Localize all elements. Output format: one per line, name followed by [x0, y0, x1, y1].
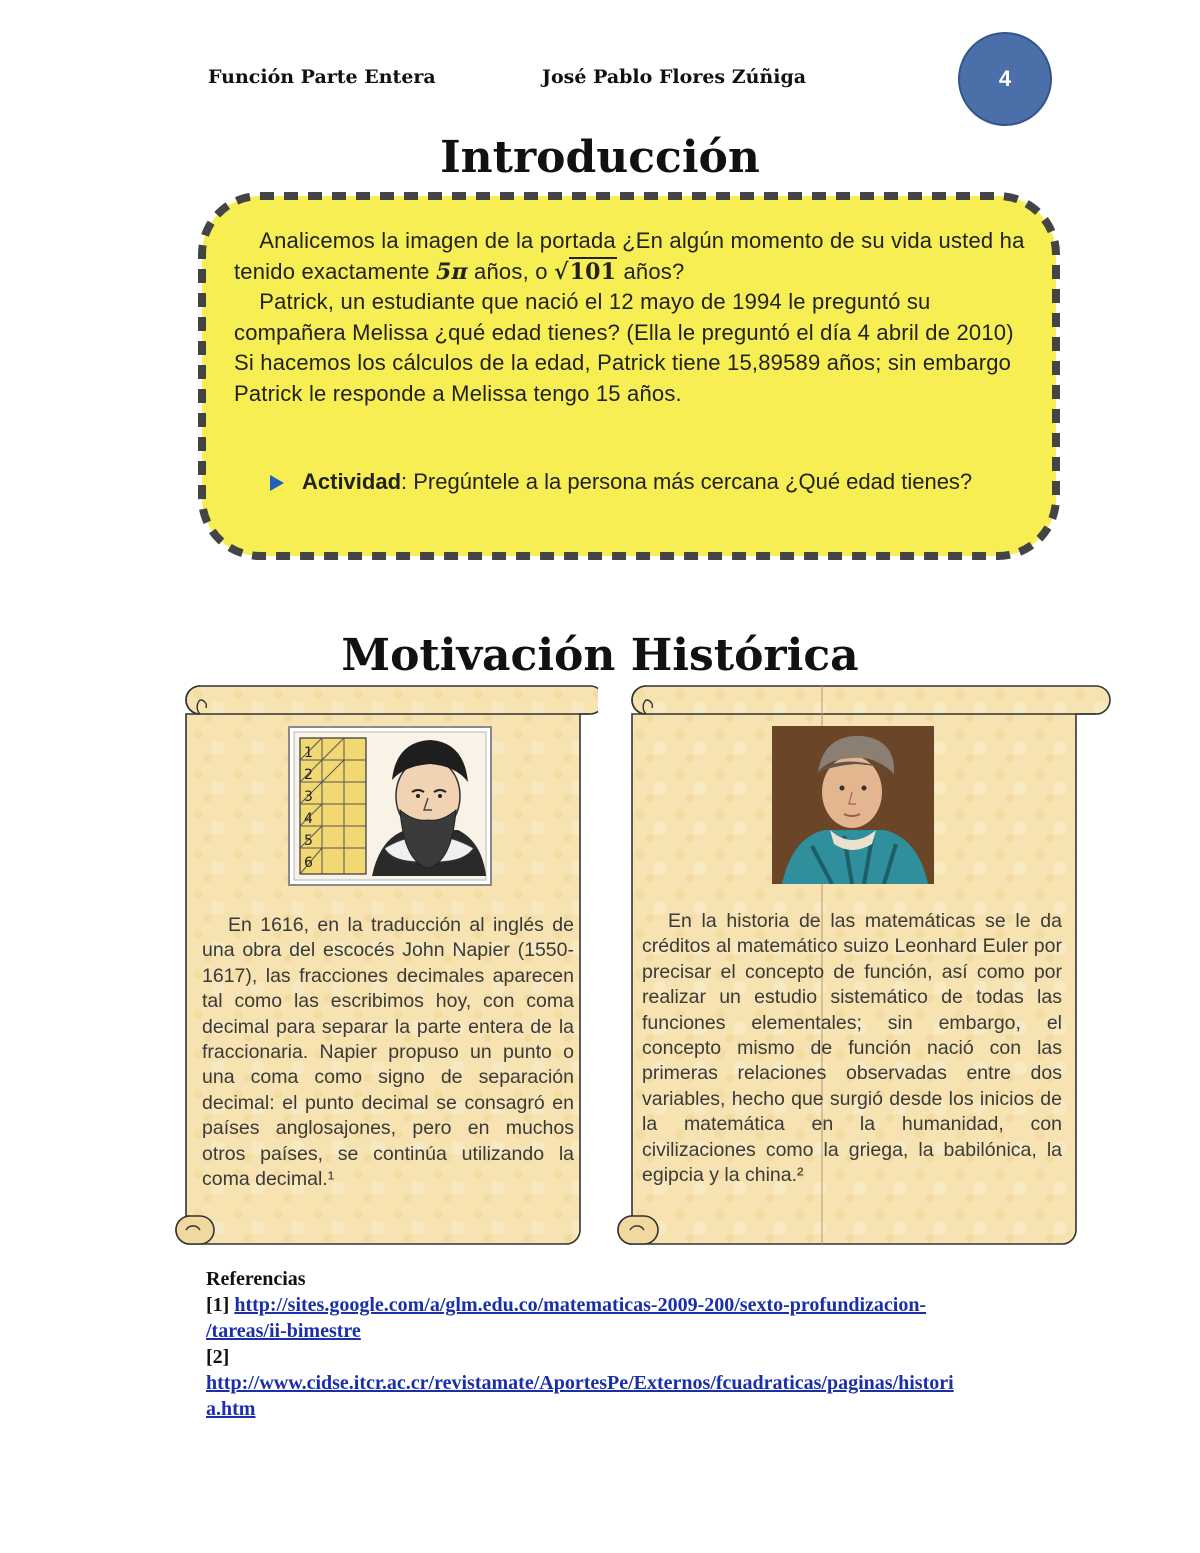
references-heading: Referencias: [206, 1268, 306, 1290]
reference-link-1[interactable]: [206, 1294, 926, 1342]
sqrt-value: 101: [569, 258, 617, 285]
page-number: 4: [998, 66, 1012, 91]
grid-digit: 5: [304, 833, 313, 849]
grid-digit: 2: [304, 767, 313, 783]
reference-item-2: [206, 1344, 1006, 1422]
triangle-bullet-icon: [270, 475, 284, 491]
reference-link-1-line2[interactable]: /tareas/ii-bimestre: [206, 1320, 361, 1342]
reference-item-1: [206, 1292, 1006, 1344]
reference-label-1: [1]: [206, 1294, 230, 1316]
math-5pi: 5π: [435, 258, 468, 285]
intro-p1-part-b: años, o: [467, 258, 554, 284]
intro-p1-part-a: Analicemos la imagen de la portada ¿En algún momento de su vida usted ha tenido exactamente: [234, 228, 1025, 284]
activity-item: [272, 467, 1032, 497]
euler-text-body: En la historia de las matemáticas se le da créditos al matemático suizo Leonhard Euler por precisar el concepto de función, así como por realizar un estudio sistemático de todas las funciones elementales; sin embargo, el concepto mismo de función nació con las primeras relaciones observadas entre dos variables, hecho que surgió desde los inicios de la matemática en la humanidad, con civilizaciones como la griega, la babilónica, la egipcia y la china.²: [642, 910, 1062, 1187]
math-sqrt-101: [554, 257, 617, 285]
reference-link-2-line1[interactable]: http://www.cidse.itcr.ac.cr/revistamate/AportesPe/Externos/fcuadraticas/paginas/histori: [206, 1372, 954, 1394]
page-number-badge: [958, 32, 1052, 126]
sqrt-symbol: √: [553, 258, 569, 285]
euler-portrait: [772, 726, 934, 884]
intro-p2-text: Patrick, un estudiante que nació el 12 mayo de 1994 le preguntó su compañera Melissa ¿qué edad tienes? (Ella le preguntó el día 4 abril de 2010) Si hacemos los cálculos de la edad, Patrick tiene 15,89589 años; sin embargo Patrick le responde a Melissa tengo 15 años.: [234, 289, 1014, 406]
intro-paragraph-2: [234, 287, 1034, 409]
header-author: José Pablo Flores Zúñiga: [542, 66, 807, 88]
reference-link-2[interactable]: [206, 1372, 954, 1420]
intro-title: Introducción: [440, 132, 760, 183]
intro-text: [234, 226, 1034, 409]
reference-label-2: [2]: [206, 1346, 230, 1368]
references: [206, 1266, 1006, 1422]
reference-link-1-line1[interactable]: http://sites.google.com/a/glm.edu.co/matematicas-2009-200/sexto-profundizacion-: [234, 1294, 927, 1316]
grid-digit: 4: [304, 811, 313, 827]
grid-digit: 3: [304, 789, 313, 805]
activity-label: Actividad: [302, 469, 402, 494]
napier-text-body: En 1616, en la traducción al inglés de una obra del escocés John Napier (1550-1617), las fracciones decimales aparecen tal como las escribimos hoy, con coma decimal para separar la parte entera de la fraccionaria. Napier propuso un punto o una coma como signo de separación decimal: el punto decimal se consagró en países anglosajones, pero en muchos otros países, se continúa utilizando la coma decimal.¹: [202, 914, 574, 1191]
intro-p1-part-c: años?: [617, 258, 685, 284]
napier-text: [202, 913, 574, 1192]
napier-portrait: [288, 726, 492, 886]
grid-digit: 1: [304, 745, 313, 761]
grid-digit: 6: [304, 855, 313, 871]
history-title: Motivación Histórica: [341, 630, 859, 681]
euler-text: [642, 909, 1062, 1188]
intro-paragraph-1: [234, 226, 1034, 287]
activity-text: : Pregúntele a la persona más cercana ¿Qué edad tienes?: [401, 469, 973, 494]
reference-link-2-line2[interactable]: a.htm: [206, 1398, 256, 1420]
header-topic: Función Parte Entera: [208, 66, 436, 88]
